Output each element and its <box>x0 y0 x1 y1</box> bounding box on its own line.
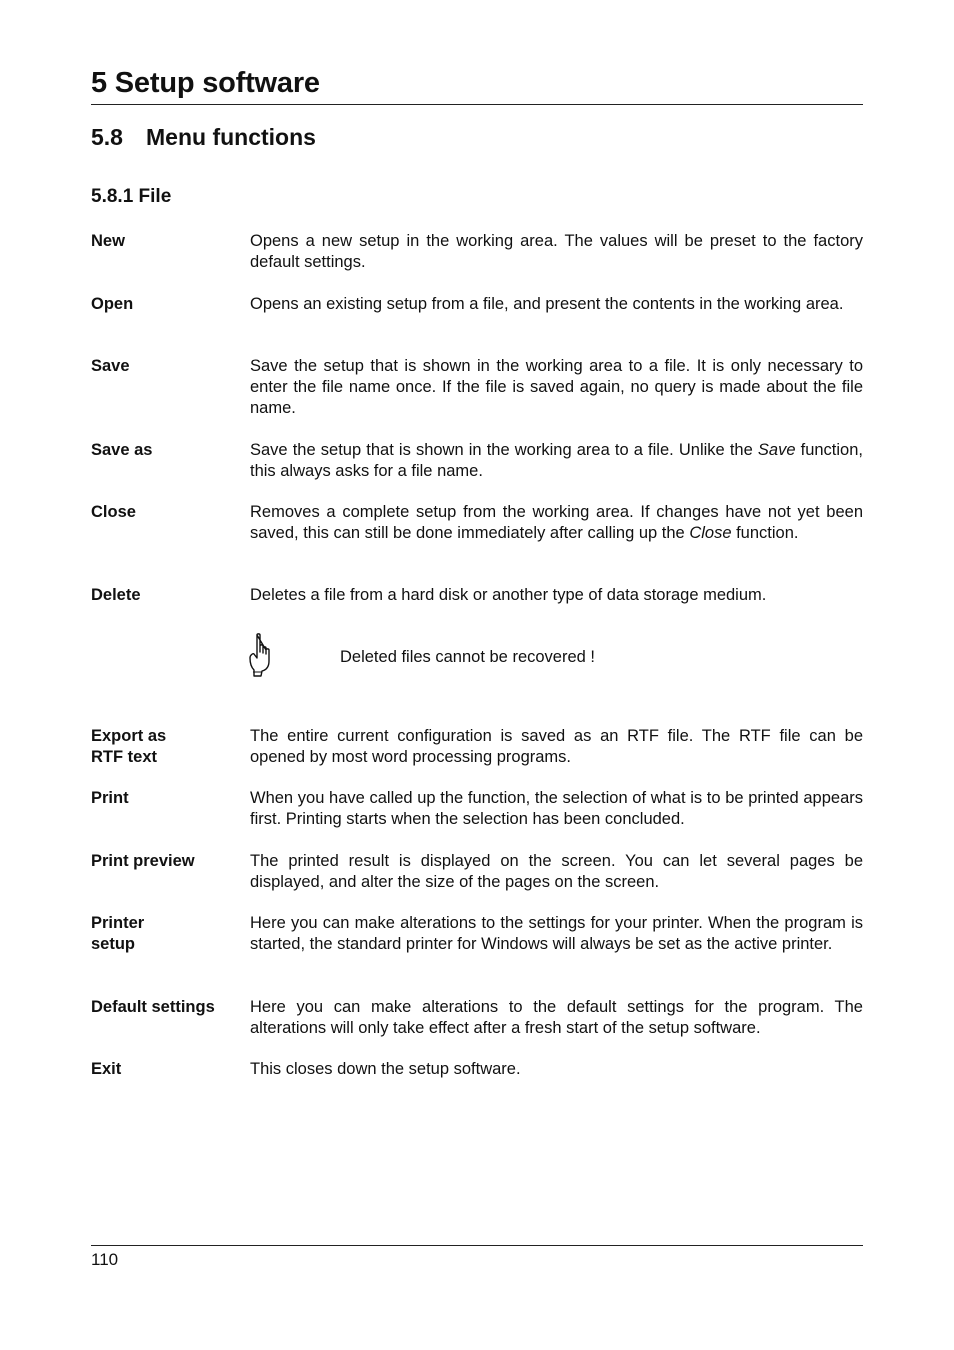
footer-rule <box>91 1245 863 1246</box>
entry-description: The entire current configuration is saved as an RTF file. The RTF file can be opened by most word processing programs. <box>250 727 863 766</box>
entry-description: Here you can make alterations to the default settings for the program. The alterations will only take effect after a fresh start of the setup software. <box>250 998 863 1037</box>
desc-text: function, this always asks for a file name. <box>250 441 863 480</box>
entry-term: Close <box>91 503 136 521</box>
entry-description: Opens an existing setup from a file, and present the contents in the working area. <box>250 295 844 313</box>
page-number: 110 <box>91 1250 119 1269</box>
entry-description: Save the setup that is shown in the working area to a file. It is only necessary to enter the file name once. If the file is saved again, no query is made about the file name. <box>250 357 863 417</box>
subsection-title: 5.8.1 File <box>91 186 172 207</box>
entry-term: New <box>91 232 125 250</box>
desc-emphasis: Save <box>757 441 796 459</box>
entry-description: When you have called up the function, the selection of what is to be printed appears first. Printing starts when the selection has been concluded. <box>250 789 863 828</box>
entry-description <box>250 440 863 482</box>
entry-description: Opens a new setup in the working area. The values will be preset to the factory default settings. <box>250 232 863 271</box>
desc-emphasis: Close <box>689 524 732 542</box>
entry-description: Here you can make alterations to the settings for your printer. When the program is started, the standard printer for Windows will always be set as the active printer. <box>250 914 863 953</box>
desc-text: Removes a complete setup from the working area. If changes have not yet been saved, this can still be done immediately after calling up the <box>250 503 863 542</box>
entry-term: Delete <box>91 586 141 604</box>
entry-term: Print <box>91 789 129 807</box>
desc-text: function. <box>731 524 799 542</box>
warning-note <box>248 632 863 680</box>
entry-term: Print preview <box>91 852 195 870</box>
desc-text: Save the setup that is shown in the working area to a file. Unlike the <box>250 441 758 459</box>
header-rule <box>91 104 863 105</box>
chapter-title: 5 Setup software <box>91 67 320 99</box>
pointing-hand-icon <box>248 632 274 678</box>
entry-term: Default settings <box>91 998 215 1016</box>
entry-term: Save as <box>91 441 153 459</box>
entry-term: Printer setup <box>91 914 145 953</box>
entry-description <box>250 502 863 544</box>
note-text: Deleted files cannot be recovered ! <box>340 648 595 666</box>
entry-description: This closes down the setup software. <box>250 1060 521 1078</box>
entry-term: Exit <box>91 1060 122 1078</box>
section-title <box>91 122 316 152</box>
entry-term: Open <box>91 295 134 313</box>
entry-term: Save <box>91 357 130 375</box>
entry-description: Deletes a file from a hard disk or another type of data storage medium. <box>250 586 767 604</box>
section-number: 5.8 <box>91 124 123 150</box>
entry-term: Export as RTF text <box>91 727 167 766</box>
section-title-text: Menu functions <box>146 124 316 150</box>
entry-description: The printed result is displayed on the screen. You can let several pages be displayed, and alter the size of the pages on the screen. <box>250 852 863 891</box>
